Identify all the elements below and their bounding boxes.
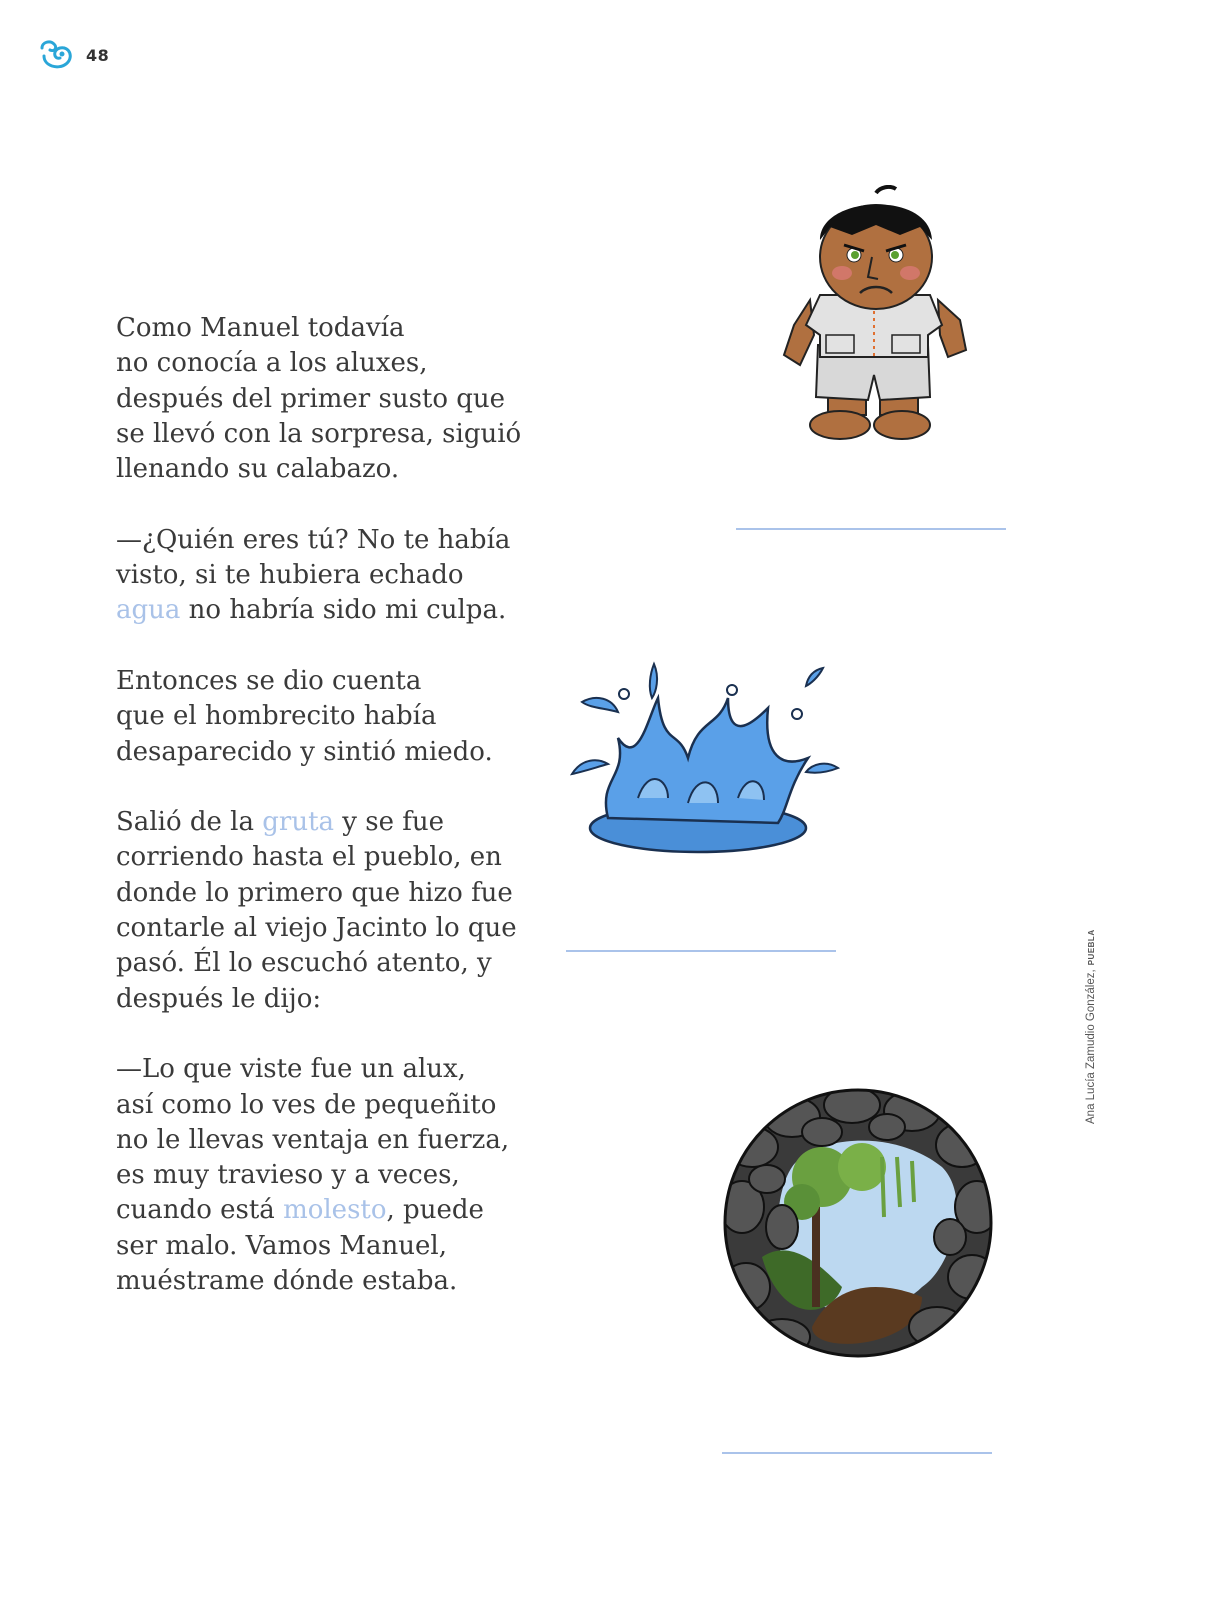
swirl-logo-icon <box>38 38 76 72</box>
illustration-credit <box>1085 864 1097 1124</box>
paragraph-text: , puede ser malo. Vamos Manuel, muéstrame dónde estaba. <box>116 1195 484 1297</box>
paragraph-text: —Lo que viste fue un alux, así como lo ves de pequeñito no le llevas ventaja en fuerza, es muy travieso y a veces, cuando está <box>116 1054 510 1226</box>
alux-illustration <box>780 185 970 450</box>
page-header <box>38 38 109 72</box>
paragraph <box>116 523 536 629</box>
paragraph-text: y se fue corriendo hasta el pueblo, en donde lo primero que hizo fue contarle al viejo Jacinto lo que pasó. Él lo escuchó atento, y después le dijo: <box>116 807 517 1014</box>
paragraph <box>116 805 536 1017</box>
credit-author: Ana Lucía Zamudio González, <box>1085 969 1097 1124</box>
highlighted-word: gruta <box>262 807 335 838</box>
answer-line <box>566 950 836 952</box>
paragraph-text: —¿Quién eres tú? No te había visto, si te hubiera echado <box>116 524 511 591</box>
paragraph-text: no habría sido mi culpa. <box>180 595 507 626</box>
paragraph-text: Salió de la <box>116 807 263 838</box>
page-number: 48 <box>86 45 110 65</box>
paragraph: Como Manuel todavía no conocía a los aluxes, después del primer susto que se llevó con la sorpresa, siguió llenando su calabazo. <box>116 313 522 485</box>
water-splash-illustration <box>568 658 843 858</box>
paragraph <box>116 1052 536 1299</box>
story-text <box>116 311 536 1335</box>
credit-state: PUEBLA <box>1087 929 1096 966</box>
cave-illustration <box>722 1087 994 1359</box>
answer-line <box>736 528 1006 530</box>
highlighted-word: molesto <box>283 1195 387 1226</box>
answer-line <box>722 1452 992 1454</box>
highlighted-word: agua <box>116 595 181 626</box>
paragraph: Entonces se dio cuenta que el hombrecito había desaparecido y sintió miedo. <box>116 665 493 767</box>
